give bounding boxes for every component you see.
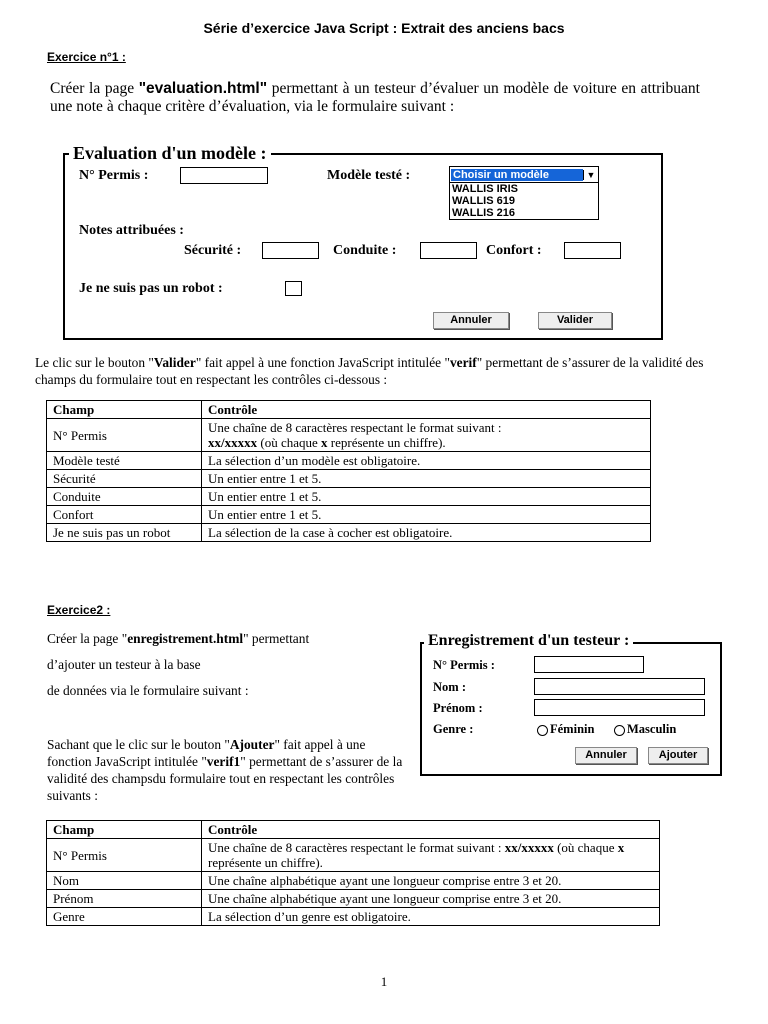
exercise-1-intro xyxy=(50,80,700,116)
exercise-2-p4 xyxy=(47,736,405,804)
table-header: Contrôle xyxy=(202,401,651,419)
table-row xyxy=(47,872,660,890)
table-cell: N° Permis xyxy=(47,839,202,872)
table-cell: Genre xyxy=(47,908,202,926)
para-text: " permettant de s’assurer de la validité des champsdu formulaire tout en respectant les contrôles suivants : xyxy=(47,754,403,803)
cell-text: représente un chiffre). xyxy=(208,855,323,870)
cell-text: Une chaîne de 8 caractères respectant le format suivant : xyxy=(208,420,502,435)
table-cell: Modèle testé xyxy=(47,452,202,470)
table-header: Contrôle xyxy=(202,821,660,839)
annuler-button[interactable]: Annuler xyxy=(433,312,509,329)
nom-label: Nom : xyxy=(433,680,466,694)
intro-text-after: permettant à un testeur d’évaluer un modèle de voiture en attribuant une note à chaque critère d’évaluation, via le formulaire suivant : xyxy=(50,80,700,115)
para-text: " fait appel à une fonction JavaScript intitulée " xyxy=(195,355,450,370)
cell-format: xx/xxxxx xyxy=(208,435,258,450)
securite-label: Sécurité : xyxy=(184,243,242,258)
table-cell xyxy=(202,839,660,872)
exercise-1-label: Exercice n°1 : xyxy=(47,50,126,64)
permis-input-2[interactable] xyxy=(534,656,644,673)
table-cell: Confort xyxy=(47,506,202,524)
securite-input[interactable] xyxy=(262,242,319,259)
radio-masculin[interactable] xyxy=(614,722,676,737)
table-cell: La sélection de la case à cocher est obligatoire. xyxy=(202,524,651,542)
prenom-input[interactable] xyxy=(534,699,705,716)
controls-table-1 xyxy=(46,400,651,542)
table-cell: Un entier entre 1 et 5. xyxy=(202,488,651,506)
table-header-row xyxy=(47,821,660,839)
cell-text: (où chaque xyxy=(553,840,618,855)
table-cell: Conduite xyxy=(47,488,202,506)
table-row xyxy=(47,839,660,872)
table-row xyxy=(47,524,651,542)
cell-text: représente un chiffre). xyxy=(327,435,446,450)
table-cell: Une chaîne alphabétique ayant une longueur comprise entre 3 et 20. xyxy=(202,890,660,908)
cell-text: Une chaîne de 8 caractères respectant le format suivant : xyxy=(208,840,505,855)
prenom-label: Prénom : xyxy=(433,701,483,715)
exercise-2-label: Exercice2 : xyxy=(47,603,111,617)
chevron-down-icon[interactable]: ▼ xyxy=(583,170,598,180)
table-cell: Je ne suis pas un robot xyxy=(47,524,202,542)
table-header: Champ xyxy=(47,821,202,839)
valider-button[interactable]: Valider xyxy=(538,312,612,329)
exercise-2-p2: d’ajouter un testeur à la base xyxy=(47,657,201,672)
confort-label: Confort : xyxy=(486,243,542,258)
table-header: Champ xyxy=(47,401,202,419)
ajouter-button[interactable]: Ajouter xyxy=(648,747,708,764)
enregistrement-form xyxy=(420,632,722,776)
table-row xyxy=(47,419,651,452)
genre-label: Genre : xyxy=(433,722,474,736)
robot-label: Je ne suis pas un robot : xyxy=(79,281,223,296)
modele-select-value: Choisir un modèle xyxy=(451,169,583,181)
para-ajouter: Ajouter xyxy=(229,737,275,752)
permis-label: N° Permis : xyxy=(79,168,149,183)
robot-checkbox[interactable] xyxy=(285,281,302,296)
para-text: Créer la page " xyxy=(47,631,128,646)
intro-text: Créer la page xyxy=(50,80,139,97)
para-text: " fait appel à une fonction JavaScript intitulée " xyxy=(47,737,366,769)
table-cell: Une chaîne alphabétique ayant une longueur comprise entre 3 et 20. xyxy=(202,872,660,890)
table-cell xyxy=(202,419,651,452)
para-text: Sachant que le clic sur le bouton " xyxy=(47,737,230,752)
table-row xyxy=(47,488,651,506)
radio-feminin[interactable] xyxy=(537,722,594,737)
para-text: Le clic sur le bouton " xyxy=(35,355,154,370)
conduite-input[interactable] xyxy=(420,242,477,259)
table-row xyxy=(47,506,651,524)
para-verif1: verif1 xyxy=(206,754,241,769)
radio-circle-icon[interactable] xyxy=(614,725,625,736)
table-row xyxy=(47,908,660,926)
annuler-button-2[interactable]: Annuler xyxy=(575,747,637,764)
conduite-label: Conduite : xyxy=(333,243,397,258)
evaluation-form xyxy=(63,143,663,340)
page-title: Série d’exercice Java Script : Extrait des anciens bacs xyxy=(203,20,565,36)
exercise-2-p1 xyxy=(47,630,407,647)
para-filename: enregistrement.html xyxy=(127,631,244,646)
table-cell: La sélection d’un modèle est obligatoire. xyxy=(202,452,651,470)
modele-option[interactable]: WALLIS IRIS xyxy=(452,183,518,195)
page-number: 1 xyxy=(380,974,388,989)
permis-label-2: N° Permis : xyxy=(433,658,495,672)
table-header-row xyxy=(47,401,651,419)
table-cell: Prénom xyxy=(47,890,202,908)
table-cell: Un entier entre 1 et 5. xyxy=(202,506,651,524)
table-row xyxy=(47,470,651,488)
confort-input[interactable] xyxy=(564,242,621,259)
modele-option[interactable]: WALLIS 216 xyxy=(452,207,515,219)
cell-x: x xyxy=(321,435,328,450)
cell-x: x xyxy=(617,840,625,855)
cell-text: (où chaque xyxy=(257,435,322,450)
table-row xyxy=(47,890,660,908)
table-cell: La sélection d’un genre est obligatoire. xyxy=(202,908,660,926)
nom-input[interactable] xyxy=(534,678,705,695)
exercise-2-p3: de données via le formulaire suivant : xyxy=(47,683,249,698)
para-text: " permettant xyxy=(243,631,310,646)
table-cell: N° Permis xyxy=(47,419,202,452)
modele-label: Modèle testé : xyxy=(327,168,411,183)
radio-masculin-label: Masculin xyxy=(627,722,677,736)
modele-select[interactable] xyxy=(449,166,599,220)
radio-circle-icon[interactable] xyxy=(537,725,548,736)
enregistrement-form-legend: Enregistrement d'un testeur : xyxy=(424,632,633,650)
intro-filename: "evaluation.html" xyxy=(138,80,268,97)
permis-input[interactable] xyxy=(180,167,268,184)
table-row xyxy=(47,452,651,470)
evaluation-form-legend: Evaluation d'un modèle : xyxy=(69,143,271,164)
radio-feminin-label: Féminin xyxy=(550,722,595,736)
cell-format: xx/xxxxx xyxy=(504,840,554,855)
para-valider: Valider xyxy=(153,355,196,370)
para-verif: verif xyxy=(449,355,477,370)
controls-table-2 xyxy=(46,820,660,926)
para-text: " permettant de s’assurer de la validité des champs du formulaire tout en respectant les contrôles ci-dessous : xyxy=(35,355,704,387)
modele-option[interactable]: WALLIS 619 xyxy=(452,195,515,207)
notes-label: Notes attribuées : xyxy=(79,223,184,238)
table-cell: Sécurité xyxy=(47,470,202,488)
exercise-1-instructions xyxy=(35,354,725,388)
table-cell: Un entier entre 1 et 5. xyxy=(202,470,651,488)
table-cell: Nom xyxy=(47,872,202,890)
